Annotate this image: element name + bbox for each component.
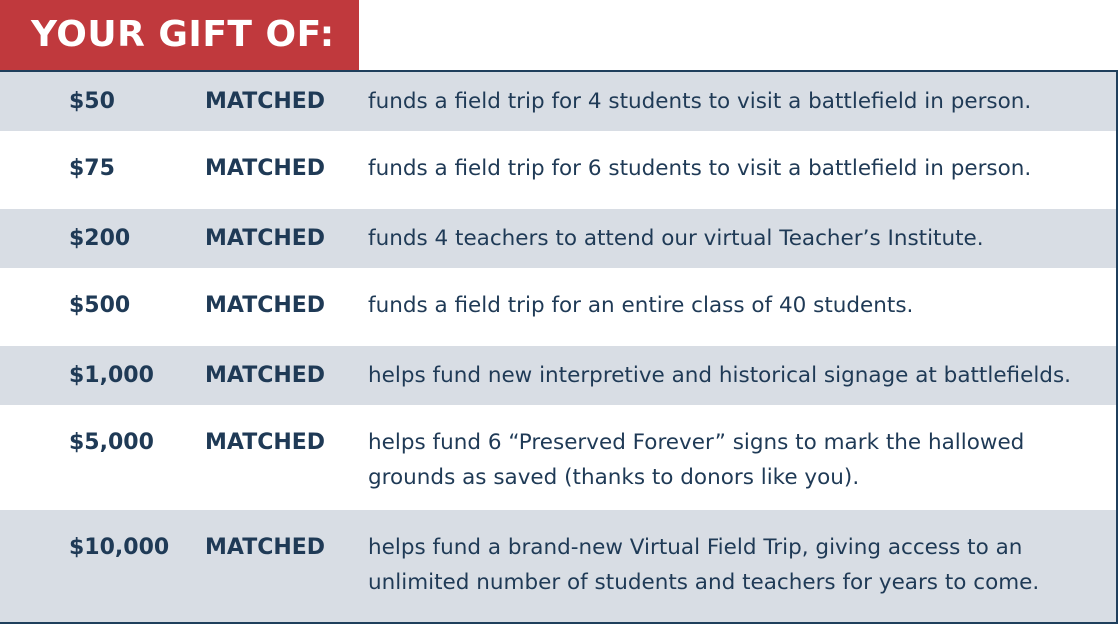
gift-description: funds a field trip for 6 students to visit a battlefield in person. [368,156,1032,181]
matched-label: MATCHED [205,89,326,114]
table-row [0,72,1116,131]
table-row [0,346,1116,405]
gift-description: funds 4 teachers to attend our virtual Teacher’s Institute. [368,226,984,251]
gift-amount: $10,000 [69,535,170,560]
table-row [0,209,1116,268]
matched-label: MATCHED [205,430,326,455]
gift-amount: $200 [69,226,131,251]
gift-description: funds a field trip for 4 students to visit a battlefield in person. [368,89,1032,114]
gift-amount: $75 [69,156,115,181]
gift-description: helps fund a brand-new Virtual Field Trip, giving access to an unlimited number of students and teachers for years to come. [368,535,1040,595]
gift-amount: $1,000 [69,363,154,388]
table-row [0,510,1116,624]
gift-amount: $5,000 [69,430,154,455]
table-row [0,268,1116,346]
gift-description: helps fund 6 “Preserved Forever” signs to mark the hallowed grounds as saved (thanks to donors like you). [368,430,1025,490]
gift-amount: $500 [69,293,131,318]
matched-label: MATCHED [205,535,326,560]
matched-label: MATCHED [205,156,326,181]
matched-label: MATCHED [205,293,326,318]
gift-description: funds a field trip for an entire class of 40 students. [368,293,914,318]
gift-table [0,70,1118,624]
table-row [0,405,1116,510]
gift-header-title: YOUR GIFT OF: [0,0,359,70]
gift-description: helps fund new interpretive and historical signage at battlefields. [368,363,1071,388]
table-row [0,131,1116,209]
matched-label: MATCHED [205,363,326,388]
gift-amount: $50 [69,89,115,114]
matched-label: MATCHED [205,226,326,251]
